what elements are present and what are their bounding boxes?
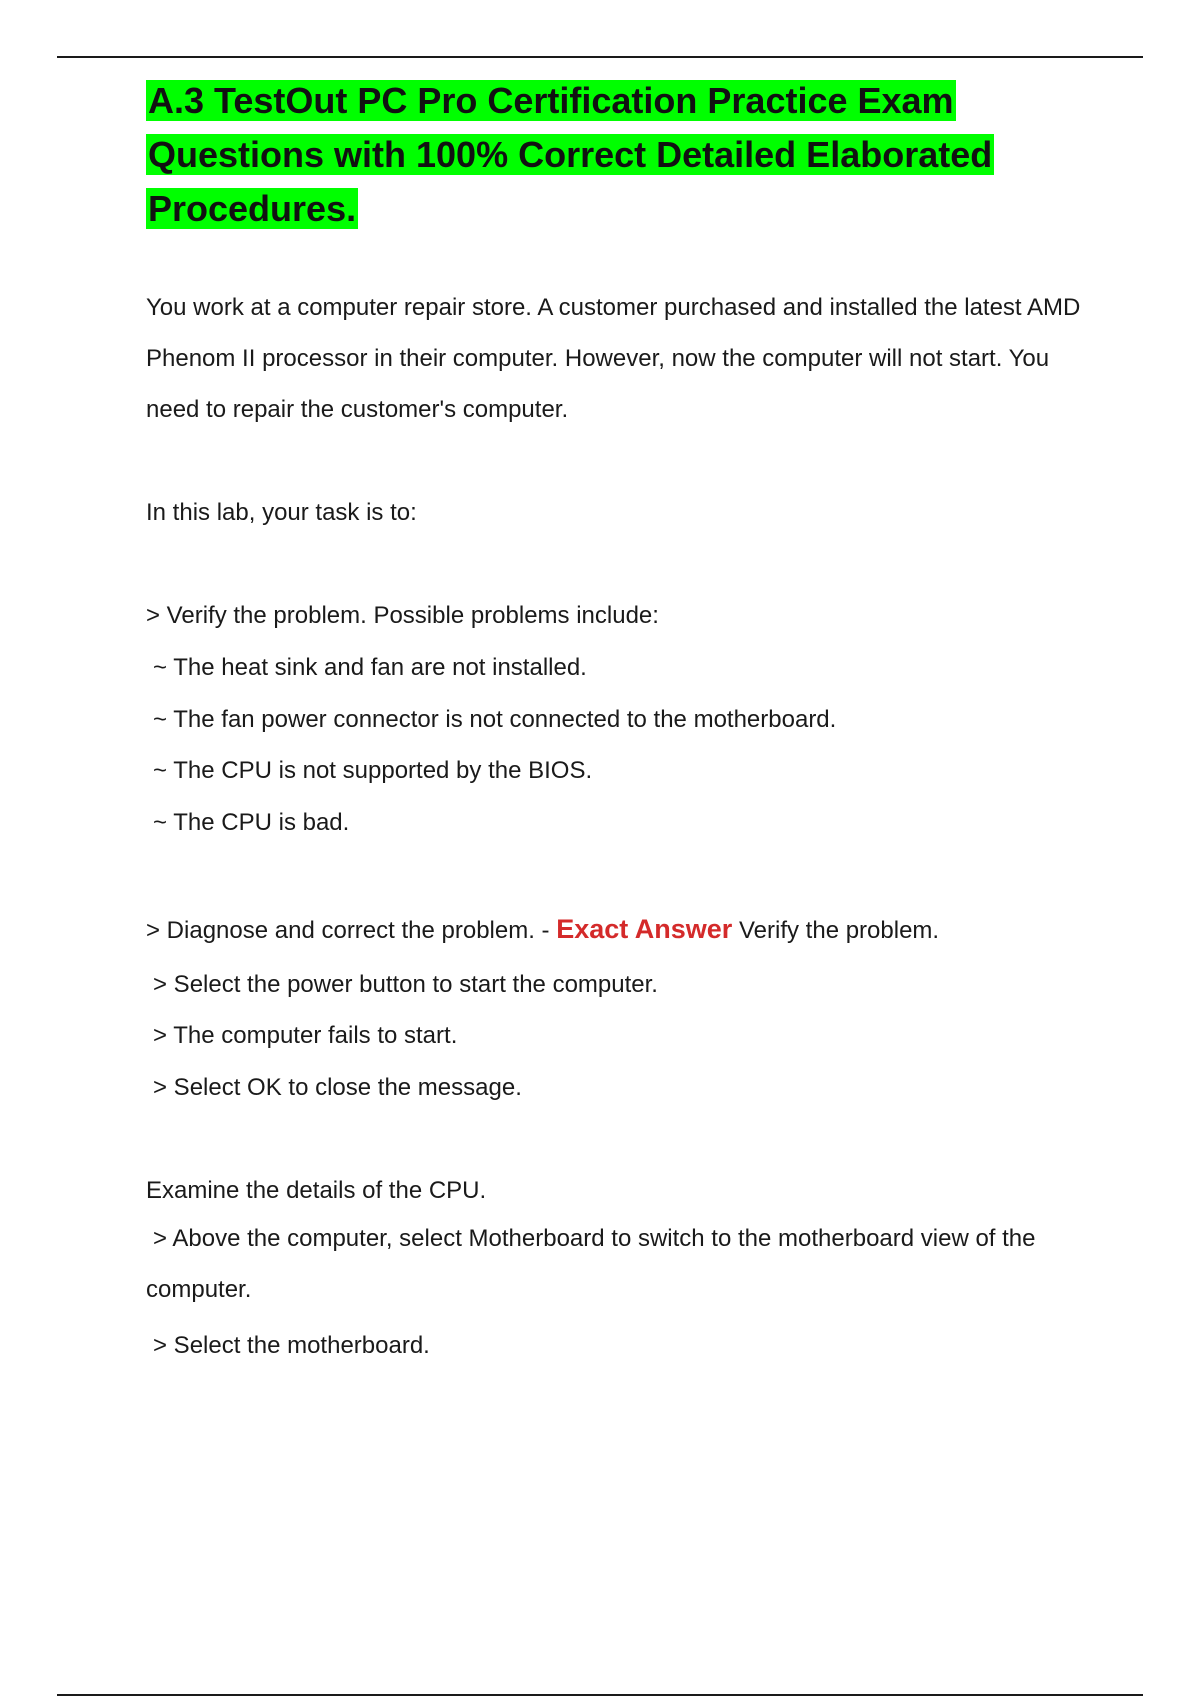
examine-step: > Select the motherboard. xyxy=(153,1332,430,1359)
diagnose-line xyxy=(146,914,939,946)
verify-heading: > Verify the problem. Possible problems include: xyxy=(146,602,659,629)
task-lead: In this lab, your task is to: xyxy=(146,499,417,526)
diagnose-prefix: > Diagnose and correct the problem. - xyxy=(146,917,550,944)
bottom-rule xyxy=(57,1694,1143,1696)
examine-heading: Examine the details of the CPU. xyxy=(146,1177,487,1204)
verify-step: > Select the power button to start the computer. xyxy=(153,971,658,998)
problem-item: ~ The heat sink and fan are not installed. xyxy=(153,654,587,681)
document-body xyxy=(146,74,1086,1359)
diagnose-suffix: Verify the problem. xyxy=(738,917,940,944)
problem-item: ~ The fan power connector is not connected to the motherboard. xyxy=(153,706,837,733)
problem-item: ~ The CPU is not supported by the BIOS. xyxy=(153,757,593,784)
exact-answer-label: Exact Answer xyxy=(556,914,733,944)
document-title xyxy=(146,74,1086,236)
verify-step: > The computer fails to start. xyxy=(153,1022,458,1049)
title-highlight: A.3 TestOut PC Pro Certification Practice Exam Questions with 100% Correct Detailed Elaborated Procedures. xyxy=(148,80,993,229)
problem-item: ~ The CPU is bad. xyxy=(153,809,350,836)
top-rule xyxy=(57,56,1143,58)
examine-step: > Above the computer, select Motherboard to switch to the motherboard view of the computer. xyxy=(146,1225,1036,1303)
intro-paragraph: You work at a computer repair store. A customer purchased and installed the latest AMD Phenom II processor in their computer. However, now the computer will not start. You need to repair the customer's computer. xyxy=(146,294,1081,423)
verify-step: > Select OK to close the message. xyxy=(153,1074,522,1101)
